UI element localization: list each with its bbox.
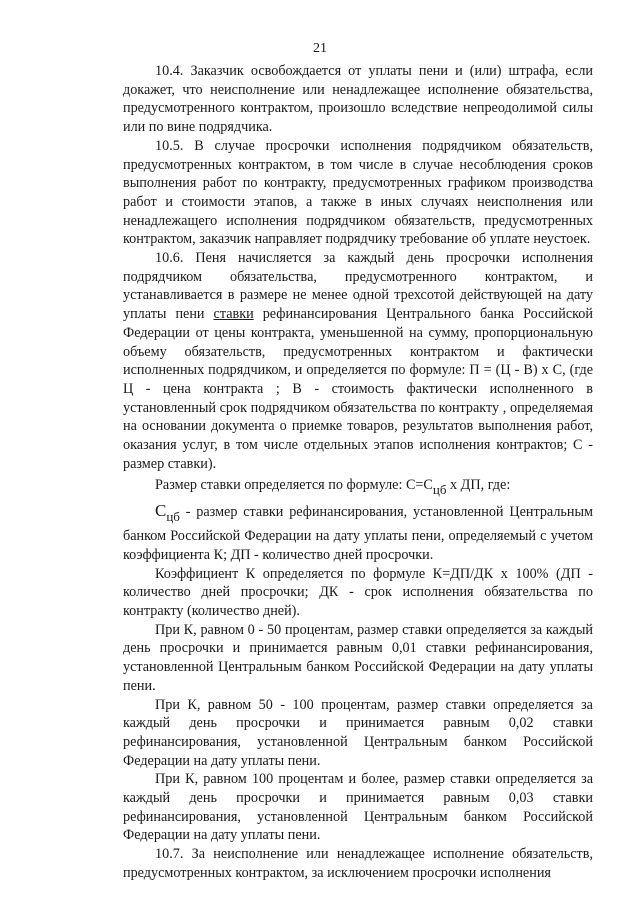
cb-rate-definition bbox=[123, 502, 593, 564]
clause-10-6-text-start: 10.6. Пеня начисляется за каждый день просрочки исполнения подрядчиком обязательства, предусмотренного контрактом, и устанавливается в размере не менее одной трехсотой действующей на дату уплаты пени bbox=[123, 250, 593, 323]
coefficient-definition: Коэффициент К определяется по формуле К=ДП/ДК х 100% (ДП - количество дней просрочки; ДК - срок исполнения обязательства по контракту (количество дней). bbox=[123, 565, 593, 619]
clause-10-6-text-end: рефинансирования Центрального банка Российской Федерации от цены контракта, уменьшенной на сумму, пропорциональную объему обязательств, предусмотренных контрактом и фактически исполненных подрядчиком, и определяется по формуле: П = (Ц - В) х С, (где Ц - цена контракта ; В - стоимость фактически исполненного в установленный срок подрядчиком обязательства по контракту , определяемая на основании документа о приемке товаров, результатов выполнения работ, оказания услуг, в том числе отдельных этапов исполнения контрактов; С - размер ставки). bbox=[123, 306, 593, 472]
clause-10-4: 10.4. Заказчик освобождается от уплаты пени и (или) штрафа, если докажет, что неисполнение или ненадлежащее исполнение обязательства, предусмотренного контрактом, произошло вследствие непреодолимой силы или по вине подрядчика. bbox=[123, 63, 593, 136]
rate-case-100-plus: При К, равном 100 процентам и более, размер ставки определяется за каждый день просрочки и принимается равным 0,03 ставки рефинансирования, установленной Центральным банком Российской Федерации на дату уплаты пени. bbox=[123, 771, 593, 844]
page-body bbox=[123, 62, 593, 883]
rate-formula bbox=[123, 475, 593, 500]
page-number: 21 bbox=[313, 41, 327, 56]
cb-rate-symbol: С bbox=[155, 501, 167, 521]
underlined-word: ставки bbox=[213, 306, 254, 323]
clause-10-7: 10.7. За неисполнение или ненадлежащее исполнение обязательств, предусмотренных контрактом, за исключением просрочки исполнения bbox=[123, 846, 593, 881]
rate-case-50-100: При К, равном 50 - 100 процентам, размер ставки определяется за каждый день просрочки и принимается равным 0,02 ставки рефинансирования, установленной Центральным банком Российской Федерации на дату уплаты пени. bbox=[123, 696, 593, 769]
rate-formula-subscript: цб bbox=[432, 482, 447, 498]
cb-rate-definition-text: - размер ставки рефинансирования, установленной Центральным банком Российской Федерации на дату уплаты пени, определяемый с учетом коэффициента К; ДП - количество дней просрочки. bbox=[123, 504, 593, 563]
clause-10-5: 10.5. В случае просрочки исполнения подрядчиком обязательств, предусмотренных контрактом, в том числе в случае несоблюдения сроков выполнения работ по контракту, предусмотренных графиком производства работ и стоимости этапов, а также в иных случаях неисполнения или ненадлежащего исполнения подрядчиком обязательств, предусмотренных контрактом, заказчик направляет подрядчику требование об уплате неустоек. bbox=[123, 137, 593, 248]
rate-formula-text: Размер ставки определяется по формуле: С=С bbox=[155, 477, 433, 494]
rate-formula-tail: х ДП, где: bbox=[446, 477, 511, 494]
cb-rate-subscript: цб bbox=[166, 509, 180, 525]
clause-10-6 bbox=[123, 249, 593, 473]
rate-case-0-50: При К, равном 0 - 50 процентам, размер ставки определяется за каждый день просрочки и принимается равным 0,01 ставки рефинансирования, установленной Центральным банком Российской Федерации на дату уплаты пени. bbox=[123, 621, 593, 694]
